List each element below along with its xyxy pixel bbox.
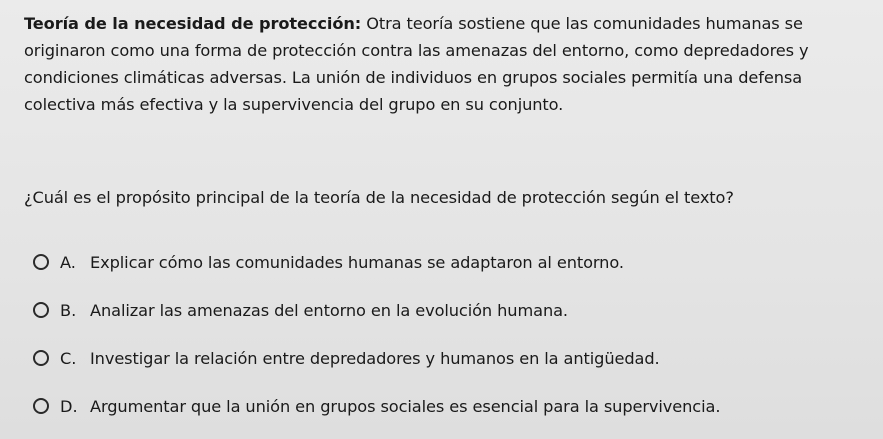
option-letter: D. [60, 396, 78, 416]
option-a[interactable] [33, 250, 878, 274]
radio-button-icon[interactable] [33, 302, 49, 318]
radio-button-icon[interactable] [33, 398, 49, 414]
radio-button-icon[interactable] [33, 350, 49, 366]
option-text: Argumentar que la unión en grupos sociales es esencial para la supervivencia. [90, 396, 721, 416]
option-c[interactable] [33, 346, 878, 370]
option-b[interactable] [33, 298, 878, 322]
option-text: Investigar la relación entre depredadores y humanos en la antigüedad. [90, 348, 660, 368]
passage-heading: Teoría de la necesidad de protección: [24, 14, 362, 33]
passage-body: Otra teoría sostiene que las comunidades humanas se originaron como una forma de protección contra las amenazas del entorno, como depredadores y condiciones climáticas adversas. La unión de individuos en grupos sociales permitía una defensa colectiva más efectiva y la supervivencia del grupo en su conjunto. [24, 14, 809, 114]
passage [24, 10, 874, 118]
option-text: Analizar las amenazas del entorno en la evolución humana. [90, 300, 568, 320]
option-d[interactable] [33, 394, 878, 418]
option-text: Explicar cómo las comunidades humanas se adaptaron al entorno. [90, 252, 624, 272]
option-letter: A. [60, 252, 76, 272]
radio-button-icon[interactable] [33, 254, 49, 270]
answer-options [33, 250, 878, 439]
option-letter: C. [60, 348, 77, 368]
question-text: ¿Cuál es el propósito principal de la teoría de la necesidad de protección según el texto? [24, 188, 734, 207]
option-letter: B. [60, 300, 77, 320]
